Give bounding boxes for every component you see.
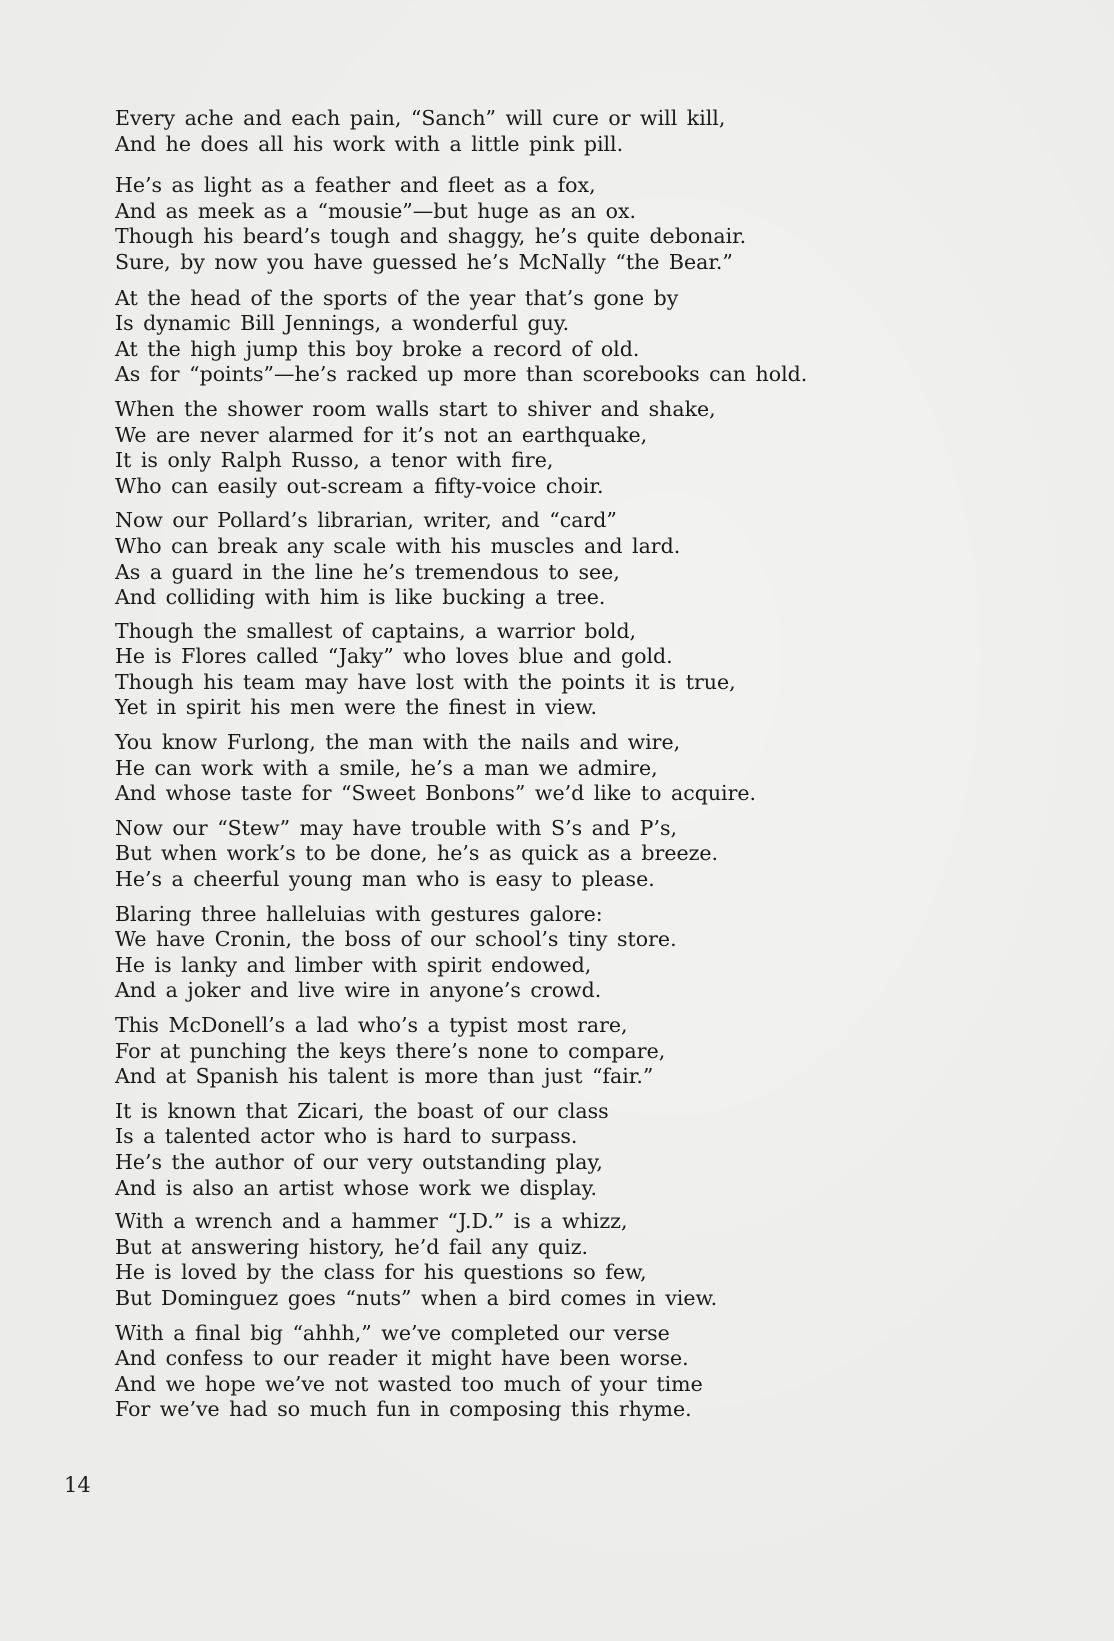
poem-line: He’s as light as a feather and fleet as a fox,	[115, 173, 596, 198]
poem-line: It is known that Zicari, the boast of our class	[115, 1098, 609, 1123]
poem-line: But Dominguez goes “nuts” when a bird comes in view.	[115, 1285, 718, 1310]
stanza-13	[115, 1321, 1015, 1423]
poem-line: At the head of the sports of the year that’s gone by	[115, 285, 679, 310]
poem-line: You know Furlong, the man with the nails and wire,	[115, 730, 681, 755]
poem-line: Every ache and each pain, “Sanch” will cure or will kill,	[115, 106, 726, 130]
poem-line: With a wrench and a hammer “J.D.” is a whizz,	[115, 1209, 628, 1234]
poem-line: At the high jump this boy broke a record of old.	[115, 336, 640, 361]
poem-line: And a joker and live wire in anyone’s crowd.	[115, 978, 602, 1003]
poem-line: And at Spanish his talent is more than just “fair.”	[115, 1064, 654, 1089]
stanza-11	[115, 1099, 1015, 1201]
poem-line: And whose taste for “Sweet Bonbons” we’d like to acquire.	[115, 781, 757, 806]
stanza-2	[115, 173, 1015, 275]
poem-line: Who can easily out-scream a fifty-voice choir.	[115, 473, 604, 498]
poem-line: Is dynamic Bill Jennings, a wonderful guy.	[115, 311, 570, 336]
stanza-5	[115, 508, 1015, 610]
stanza-9	[115, 902, 1015, 1004]
poem-line: And he does all his work with a little pink pill.	[115, 131, 624, 156]
poem-line: Sure, by now you have guessed he’s McNally “the Bear.”	[115, 249, 733, 274]
page-number: 14	[64, 1473, 91, 1497]
poem-line: And colliding with him is like bucking a tree.	[115, 585, 606, 610]
stanza-3	[115, 286, 1015, 388]
poem-line: Though his beard’s tough and shaggy, he’s quite debonair.	[115, 224, 747, 249]
poem-line: This McDonell’s a lad who’s a typist most rare,	[115, 1013, 628, 1037]
poem-line: As a guard in the line he’s tremendous to see,	[115, 559, 620, 584]
poem-line: As for “points”—he’s racked up more than scorebooks can hold.	[115, 362, 808, 387]
poem-line: And as meek as a “mousie”—but huge as an ox.	[115, 198, 637, 223]
poem-line: Who can break any scale with his muscles and lard.	[115, 533, 681, 558]
poem-line: And is also an artist whose work we display.	[115, 1175, 597, 1200]
poem-line: He is Flores called “Jaky” who loves blue and gold.	[115, 644, 673, 669]
stanza-8	[115, 816, 1015, 893]
stanza-10	[115, 1013, 1015, 1090]
stanza-6	[115, 619, 1015, 721]
poem-line: It is only Ralph Russo, a tenor with fire,	[115, 448, 554, 473]
stanza-1	[115, 106, 1015, 157]
poem-line: We are never alarmed for it’s not an earthquake,	[115, 422, 648, 447]
poem-line: When the shower room walls start to shiver and shake,	[115, 396, 716, 421]
poem-line: For we’ve had so much fun in composing this rhyme.	[115, 1397, 692, 1422]
poem-line: Is a talented actor who is hard to surpass.	[115, 1124, 578, 1149]
poem-line: He’s the author of our very outstanding play,	[115, 1149, 603, 1174]
poem-line: Yet in spirit his men were the finest in view.	[115, 695, 597, 720]
poem-line: We have Cronin, the boss of our school’s tiny store.	[115, 927, 677, 952]
poem-line: Now our Pollard’s librarian, writer, and “card”	[115, 508, 617, 533]
stanza-4	[115, 397, 1015, 499]
poem-line: For at punching the keys there’s none to compare,	[115, 1038, 666, 1063]
poem-line: He is lanky and limber with spirit endowed,	[115, 952, 592, 977]
poem-line: But when work’s to be done, he’s as quick as a breeze.	[115, 841, 719, 866]
poem-line: With a final big “ahhh,” we’ve completed our verse	[115, 1320, 670, 1345]
poem-line: Blaring three halleluias with gestures galore:	[115, 901, 603, 926]
poem-line: And we hope we’ve not wasted too much of your time	[115, 1371, 703, 1396]
poem-line: And confess to our reader it might have been worse.	[115, 1346, 689, 1371]
poem-line: He’s a cheerful young man who is easy to please.	[115, 867, 655, 892]
poem-line: He can work with a smile, he’s a man we admire,	[115, 755, 658, 780]
poem-line: But at answering history, he’d fail any quiz.	[115, 1234, 589, 1259]
poem-line: Though his team may have lost with the points it is true,	[115, 669, 736, 694]
stanza-12	[115, 1209, 1015, 1311]
poem-line: He is loved by the class for his questions so few,	[115, 1260, 647, 1285]
poem	[115, 106, 1015, 1423]
poem-line: Though the smallest of captains, a warrior bold,	[115, 618, 637, 643]
stanza-7	[115, 730, 1015, 807]
poem-line: Now our “Stew” may have trouble with S’s and P’s,	[115, 815, 678, 840]
